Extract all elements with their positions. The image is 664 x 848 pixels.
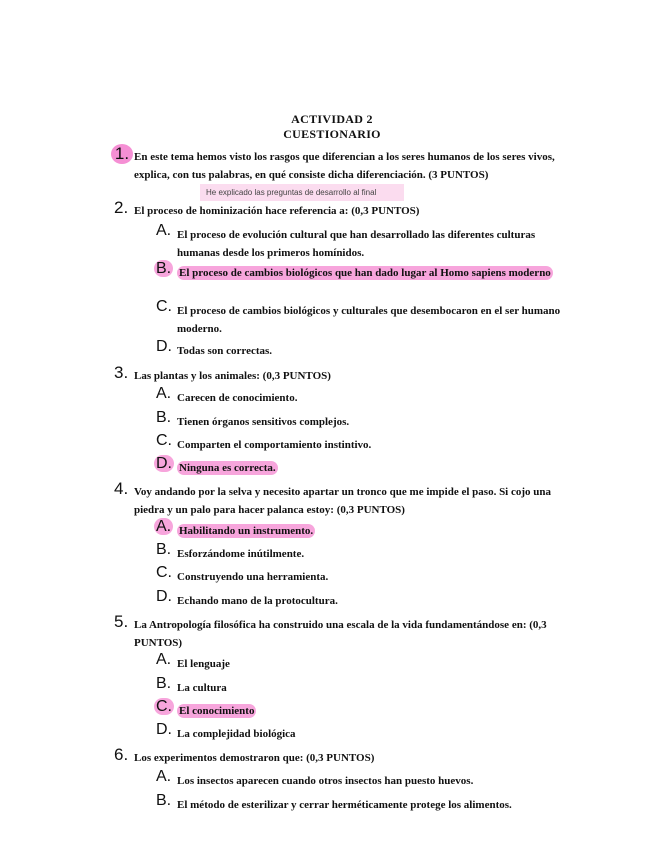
question-2 — [114, 198, 572, 220]
question-text: En este tema hemos visto los rasgos que diferencian a los seres humanos de los seres vivos, explica, con tus palabras, en qué consiste dicha diferenciación. (3 PUNTOS) — [134, 151, 555, 181]
option-text: La complejidad biológica — [177, 728, 296, 740]
document-title: ACTIVIDAD 2 — [291, 112, 373, 126]
highlight-mark: C. — [156, 698, 172, 715]
option-3c — [156, 432, 572, 454]
option-text: Tienen órganos sensitivos complejos. — [177, 416, 350, 428]
option-letter: B. — [156, 792, 172, 809]
option-text: El proceso de cambios biológicos y culturales que desembocaron en el ser humano moderno. — [177, 305, 561, 335]
question-number: 4. — [114, 479, 129, 498]
highlight-mark: D. — [156, 455, 172, 472]
question-text: Las plantas y los animales: (0,3 PUNTOS) — [134, 370, 331, 382]
option-2c — [156, 298, 572, 338]
option-letter: A. — [156, 222, 172, 239]
option-letter: A. — [156, 768, 172, 785]
option-5b — [156, 675, 572, 697]
question-text: Voy andando por la selva y necesito apartar un tronco que me impide el paso. Si cojo una piedra y un palo para hacer palanca estoy: (0,3 PUNTOS) — [134, 486, 552, 516]
option-letter — [156, 698, 174, 716]
option-text: Echando mano de la protocultura. — [177, 595, 338, 607]
option-letter: C. — [156, 564, 172, 581]
option-text — [177, 459, 572, 477]
option-letter: D. — [156, 588, 172, 605]
option-text: Todas son correctas. — [177, 345, 273, 357]
option-text: Carecen de conocimiento. — [177, 392, 298, 404]
option-text: Los insectos aparecen cuando otros insectos han puesto huevos. — [177, 775, 474, 787]
highlight-mark: 1. — [111, 144, 133, 164]
option-letter — [156, 260, 173, 278]
option-text: El proceso de evolución cultural que han desarrollado las diferentes culturas humanas desde los primeros homínidos. — [177, 229, 536, 259]
option-4d — [156, 588, 572, 610]
option-4a — [156, 518, 572, 540]
question-text: Los experimentos demostraron que: (0,3 PUNTOS) — [134, 752, 375, 764]
option-2d — [156, 338, 572, 360]
option-text: El método de esterilizar y cerrar herméticamente protege los alimentos. — [177, 799, 512, 811]
option-letter: D. — [156, 721, 172, 738]
question-4 — [114, 479, 572, 519]
option-text: La cultura — [177, 682, 227, 694]
option-letter: B. — [156, 541, 172, 558]
option-letter: C. — [156, 298, 172, 315]
highlighted-answer: El conocimiento — [179, 705, 255, 717]
option-letter: C. — [156, 432, 172, 449]
option-4b — [156, 541, 572, 563]
option-5d — [156, 721, 572, 743]
question-5 — [114, 612, 572, 652]
highlight-mark: A. — [156, 518, 172, 535]
highlighted-answer: El proceso de cambios biológicos que han dado lugar al Homo sapiens moderno — [179, 267, 551, 279]
margin-comment-note: He explicado las preguntas de desarrollo al final — [200, 184, 404, 201]
question-number: 5. — [114, 612, 129, 631]
option-2a — [156, 222, 572, 262]
option-5a — [156, 651, 572, 673]
option-letter: D. — [156, 338, 172, 355]
highlighted-answer: Ninguna es correcta. — [179, 462, 276, 474]
option-4c — [156, 564, 572, 586]
option-5c — [156, 698, 572, 720]
option-text: Esforzándome inútilmente. — [177, 548, 305, 560]
option-6b — [156, 792, 572, 814]
question-1 — [114, 144, 572, 184]
option-text: El lenguaje — [177, 658, 230, 670]
option-text — [177, 702, 572, 720]
highlighted-answer: Habilitando un instrumento. — [179, 525, 314, 537]
option-text — [177, 264, 572, 282]
question-number: 2. — [114, 198, 129, 217]
option-3a — [156, 385, 572, 407]
option-2b — [156, 260, 572, 282]
option-letter: A. — [156, 651, 172, 668]
option-3d — [156, 455, 572, 477]
option-letter — [156, 455, 174, 473]
option-text: Construyendo una herramienta. — [177, 571, 329, 583]
option-letter: A. — [156, 385, 172, 402]
option-6a — [156, 768, 572, 790]
highlight-mark: B. — [156, 260, 172, 277]
question-number: 3. — [114, 363, 129, 382]
question-number: 6. — [114, 745, 129, 764]
document-subtitle: CUESTIONARIO — [283, 127, 381, 141]
option-letter: B. — [156, 675, 172, 692]
question-6 — [114, 745, 572, 767]
question-text: La Antropología filosófica ha construido una escala de la vida fundamentándose en: (0,3 PUNTOS) — [134, 619, 547, 649]
option-letter: B. — [156, 409, 172, 426]
question-text: El proceso de hominización hace referencia a: (0,3 PUNTOS) — [134, 205, 420, 217]
question-3 — [114, 363, 572, 385]
option-text — [177, 522, 572, 540]
question-number — [114, 144, 133, 164]
option-letter — [156, 518, 173, 536]
option-text: Comparten el comportamiento instintivo. — [177, 439, 372, 451]
option-3b — [156, 409, 572, 431]
